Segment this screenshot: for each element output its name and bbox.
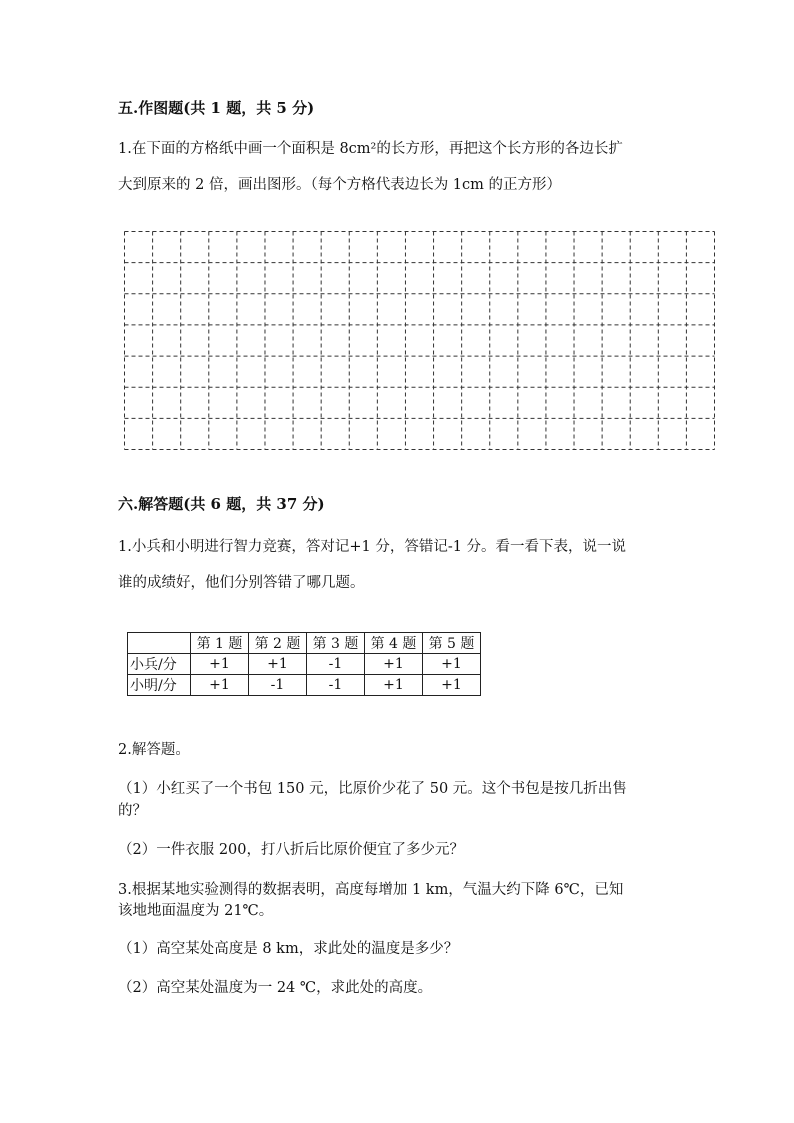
drawing-grid (123, 230, 717, 452)
table-header-cell: 第 4 题 (365, 633, 423, 654)
table-cell: +1 (191, 675, 249, 696)
table-header-cell: 第 5 题 (423, 633, 481, 654)
table-cell: -1 (249, 675, 307, 696)
table-row (128, 654, 481, 675)
section-5-heading: 五.作图题(共 1 题，共 5 分) (118, 99, 315, 117)
section-5-question-1-line-1: 1.在下面的方格纸中画一个面积是 8cm²的长方形，再把这个长方形的各边长扩 (118, 141, 623, 157)
table-header-row (128, 633, 481, 654)
section-6-question-1-line-2: 谁的成绩好，他们分别答错了哪几题。 (118, 575, 365, 591)
table-cell: +1 (365, 675, 423, 696)
table-cell: +1 (191, 654, 249, 675)
section-6-question-2-part-2: （2）一件衣服 200，打八折后比原价便宜了多少元？ (118, 842, 465, 858)
table-cell: -1 (307, 654, 365, 675)
section-6-question-2-part-1-line-1: （1）小红买了一个书包 150 元，比原价少花了 50 元。这个书包是按几折出售 (118, 781, 627, 797)
section-6-question-3-part-2: （2）高空某处温度为一 24 ℃，求此处的高度。 (118, 980, 433, 996)
table-cell: +1 (249, 654, 307, 675)
section-6-question-3-line-1: 3.根据某地实验测得的数据表明，高度每增加 1 km，气温大约下降 6℃，已知 (118, 882, 624, 898)
section-6-question-2-title: 2.解答题。 (118, 742, 190, 758)
table-header-cell: 第 3 题 (307, 633, 365, 654)
table-cell: -1 (307, 675, 365, 696)
section-6-question-1-line-1: 1.小兵和小明进行智力竞赛，答对记+1 分，答错记-1 分。看一看下表，说一说 (118, 539, 627, 555)
section-6-question-3-line-2: 该地地面温度为 21℃。 (118, 903, 274, 919)
table-cell: +1 (423, 654, 481, 675)
section-6-question-3-part-1: （1）高空某处高度是 8 km，求此处的温度是多少？ (118, 941, 459, 957)
table-cell: +1 (365, 654, 423, 675)
section-6-heading: 六.解答题(共 6 题，共 37 分) (118, 495, 325, 513)
table-header-cell (128, 633, 191, 654)
table-cell: +1 (423, 675, 481, 696)
table-row-label: 小明/分 (128, 675, 191, 696)
table-row (128, 675, 481, 696)
section-5-question-1-line-2: 大到原来的 2 倍，画出图形。（每个方格代表边长为 1cm 的正方形） (118, 177, 562, 193)
table-header-cell: 第 1 题 (191, 633, 249, 654)
table-row-label: 小兵/分 (128, 654, 191, 675)
section-6-question-2-part-1-line-2: 的？ (118, 803, 147, 819)
table-header-cell: 第 2 题 (249, 633, 307, 654)
score-table (127, 632, 481, 696)
